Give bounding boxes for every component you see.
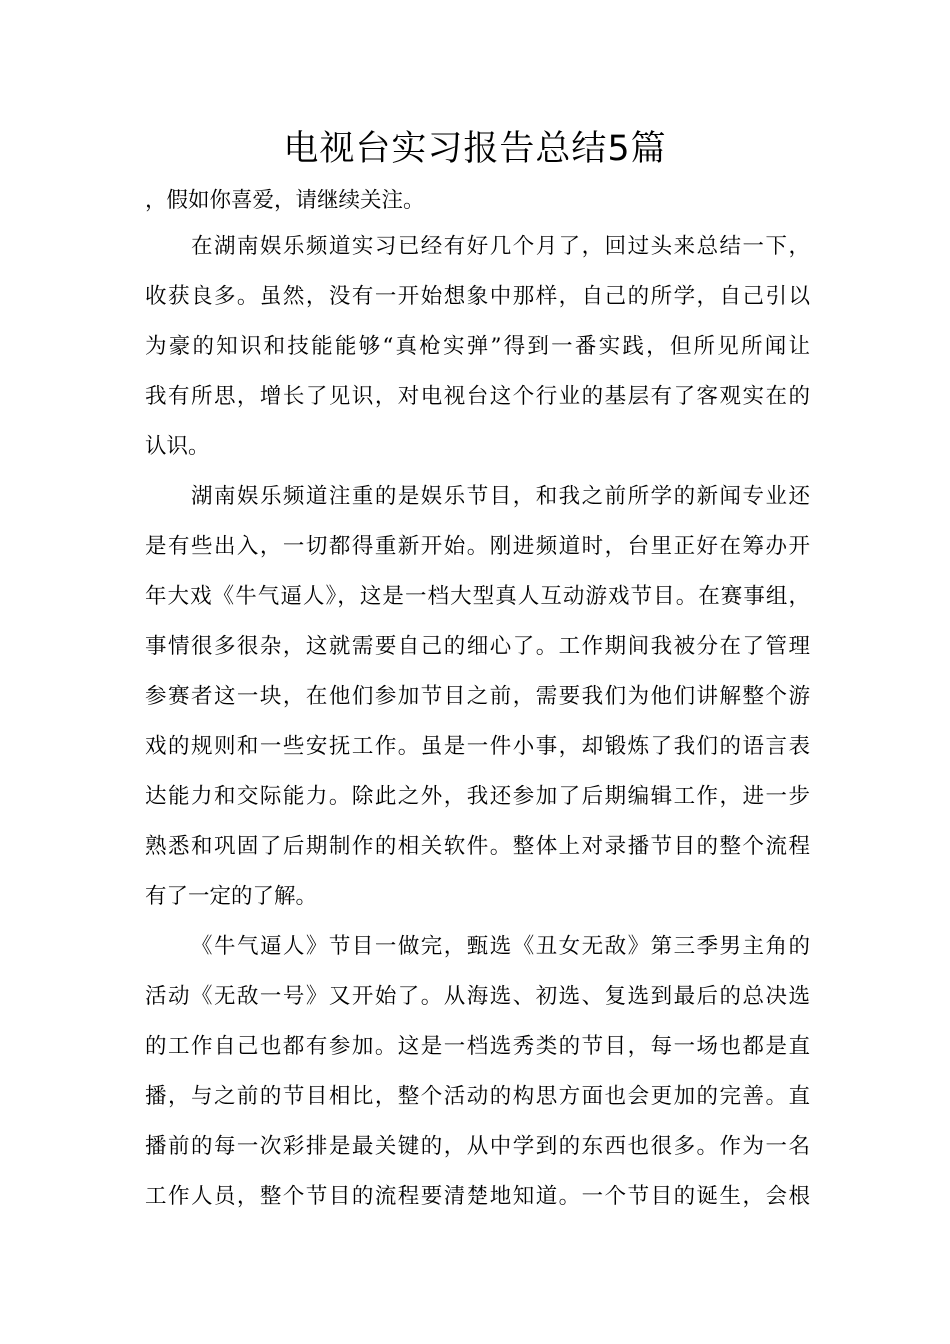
text-line: 我有所思，增长了见识，对电视台这个行业的基层有了客观实在的: [145, 384, 810, 409]
text-line: 年大戏《牛气逼人》，这是一档大型真人互动游戏节目。在赛事组，: [145, 584, 810, 609]
text-line: 是有些出入，一切都得重新开始。刚进频道时，台里正好在筹办开: [145, 534, 810, 559]
text-line: 达能力和交际能力。除此之外，我还参加了后期编辑工作，进一步: [145, 784, 810, 809]
text-line: 熟悉和巩固了后期制作的相关软件。整体上对录播节目的整个流程: [145, 834, 810, 859]
text-line: 参赛者这一块，在他们参加节目之前，需要我们为他们讲解整个游: [145, 684, 810, 709]
text-line: 戏的规则和一些安抚工作。虽是一件小事，却锻炼了我们的语言表: [145, 734, 810, 759]
document-body: [145, 180, 810, 1222]
text-line: 认识。: [145, 434, 210, 459]
paragraph-first-line: 湖南娱乐频道注重的是娱乐节目，和我之前所学的新闻专业还: [191, 484, 810, 509]
document-title: 电视台实习报告总结5篇: [283, 129, 667, 169]
text-line: 为豪的知识和技能能够“真枪实弹”得到一番实践，但所见所闻让: [145, 334, 810, 359]
text-line: 播，与之前的节目相比，整个活动的构思方面也会更加的完善。直: [145, 1084, 810, 1109]
text-line: 工作人员，整个节目的流程要清楚地知道。一个节目的诞生，会根: [145, 1184, 810, 1209]
text-line: 活动《无敌一号》又开始了。从海选、初选、复选到最后的总决选: [145, 984, 810, 1009]
text-line: 有了一定的了解。: [145, 884, 318, 909]
text-line: ，假如你喜爱，请继续关注。: [145, 188, 425, 213]
text-line: 播前的每一次彩排是最关键的，从中学到的东西也很多。作为一名: [145, 1134, 810, 1159]
text-line: 的工作自己也都有参加。这是一档选秀类的节目，每一场也都是直: [145, 1034, 810, 1059]
paragraph-first-line: 在湖南娱乐频道实习已经有好几个月了，回过头来总结一下，: [191, 234, 810, 259]
paragraph-first-line: 《牛气逼人》节目一做完，甄选《丑女无敌》第三季男主角的: [191, 934, 810, 959]
text-line: 事情很多很杂，这就需要自己的细心了。工作期间我被分在了管理: [145, 634, 810, 659]
text-line: 收获良多。虽然，没有一开始想象中那样，自己的所学，自己引以: [145, 284, 810, 309]
